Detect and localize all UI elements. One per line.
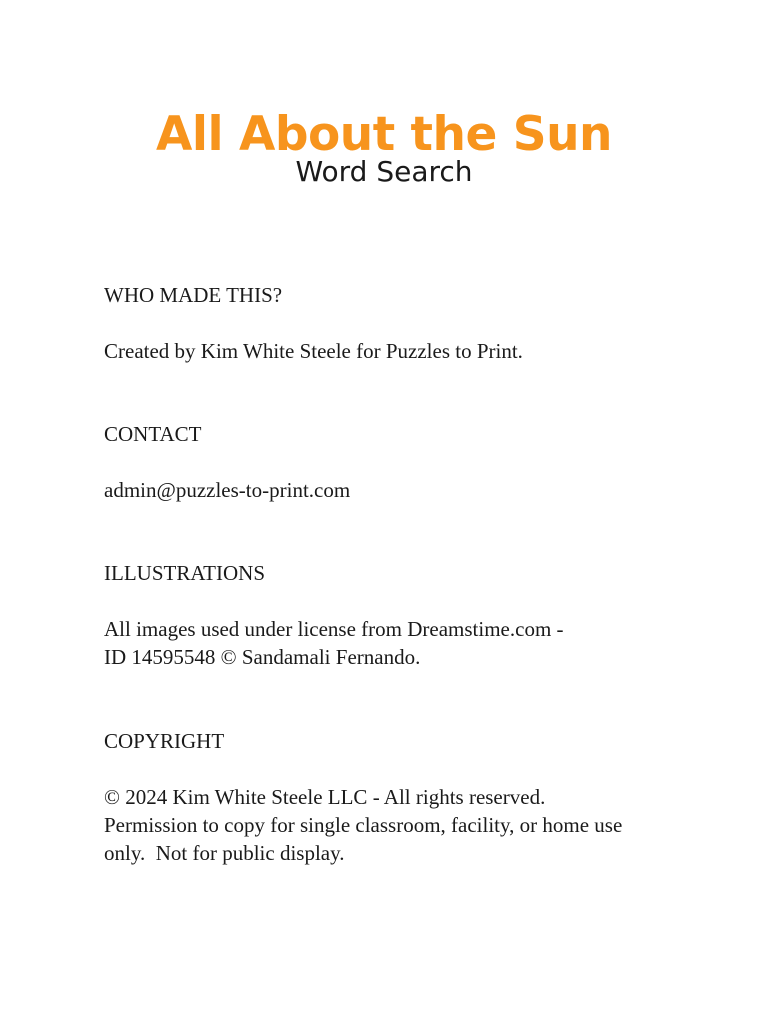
section-heading: COPYRIGHT bbox=[104, 729, 225, 753]
contact-email[interactable]: admin@puzzles-to-print.com bbox=[104, 478, 351, 502]
page-title: All About the Sun bbox=[156, 107, 612, 163]
section-heading: ILLUSTRATIONS bbox=[104, 561, 265, 585]
section-body-line: All images used under license from Dreamstime.com - bbox=[104, 617, 564, 641]
section-illustrations bbox=[104, 559, 704, 671]
section-body-line: Created by Kim White Steele for Puzzles to Print. bbox=[104, 339, 523, 363]
section-body-line: ID 14595548 © Sandamali Fernando. bbox=[104, 645, 421, 669]
section-copyright bbox=[104, 727, 704, 867]
section-contact bbox=[104, 420, 704, 504]
page-subtitle: Word Search bbox=[295, 155, 473, 188]
section-heading: WHO MADE THIS? bbox=[104, 283, 283, 307]
section-heading: CONTACT bbox=[104, 422, 202, 446]
section-body-line: Permission to copy for single classroom, facility, or home use bbox=[104, 813, 623, 837]
section-body-line: only. Not for public display. bbox=[104, 841, 345, 865]
section-body-line: © 2024 Kim White Steele LLC - All rights reserved. bbox=[104, 785, 546, 809]
section-who-made-this bbox=[104, 281, 704, 365]
